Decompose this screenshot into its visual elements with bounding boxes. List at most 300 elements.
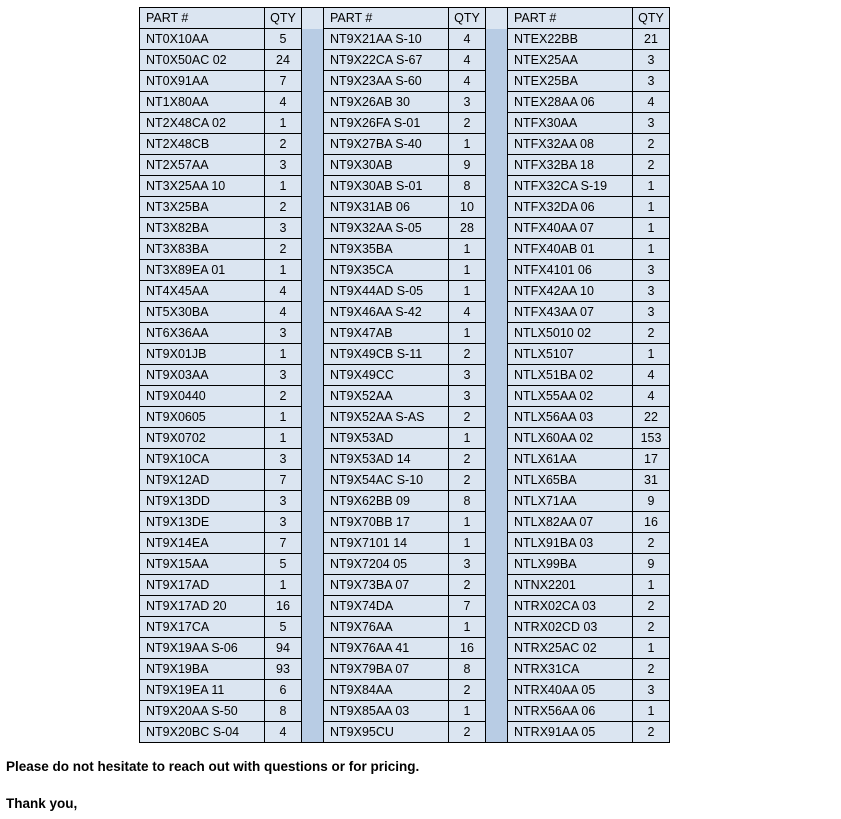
table-row — [140, 323, 670, 344]
part-number-cell: NT9X49CC — [324, 365, 449, 386]
column-gap — [302, 155, 324, 176]
part-number-cell: NTFX32BA 18 — [508, 155, 633, 176]
part-number-cell: NT9X20BC S-04 — [140, 722, 265, 743]
quantity-cell: 1 — [633, 344, 670, 365]
column-gap — [486, 302, 508, 323]
quantity-cell: 5 — [265, 617, 302, 638]
qty-header-col-3: QTY — [633, 8, 670, 29]
part-number-cell: NTLX60AA 02 — [508, 428, 633, 449]
part-number-cell: NTLX61AA — [508, 449, 633, 470]
part-number-cell: NT9X62BB 09 — [324, 491, 449, 512]
quantity-cell: 93 — [265, 659, 302, 680]
column-gap — [486, 491, 508, 512]
table-row — [140, 449, 670, 470]
quantity-cell: 1 — [633, 575, 670, 596]
part-number-cell: NTEX28AA 06 — [508, 92, 633, 113]
quantity-cell: 1 — [449, 323, 486, 344]
quantity-cell: 5 — [265, 29, 302, 50]
column-gap — [486, 260, 508, 281]
quantity-cell: 8 — [265, 701, 302, 722]
quantity-cell: 2 — [633, 722, 670, 743]
column-gap — [486, 617, 508, 638]
column-gap — [302, 218, 324, 239]
column-gap — [486, 344, 508, 365]
quantity-cell: 21 — [633, 29, 670, 50]
part-number-cell: NT9X19BA — [140, 659, 265, 680]
part-number-cell: NT2X48CB — [140, 134, 265, 155]
table-row — [140, 638, 670, 659]
part-number-cell: NT9X7101 14 — [324, 533, 449, 554]
sign-off: Thank you, — [6, 796, 78, 811]
quantity-cell: 4 — [265, 302, 302, 323]
quantity-cell: 6 — [265, 680, 302, 701]
quantity-cell: 1 — [265, 428, 302, 449]
quantity-cell: 4 — [265, 722, 302, 743]
part-number-cell: NT9X73BA 07 — [324, 575, 449, 596]
quantity-cell: 3 — [265, 323, 302, 344]
part-number-cell: NTRX31CA — [508, 659, 633, 680]
table-row — [140, 596, 670, 617]
part-number-cell: NT0X91AA — [140, 71, 265, 92]
quantity-cell: 2 — [449, 407, 486, 428]
table-row — [140, 29, 670, 50]
part-number-cell: NT9X22CA S-67 — [324, 50, 449, 71]
quantity-cell: 2 — [265, 386, 302, 407]
part-number-cell: NT9X12AD — [140, 470, 265, 491]
part-number-cell: NT9X20AA S-50 — [140, 701, 265, 722]
quantity-cell: 1 — [265, 407, 302, 428]
quantity-cell: 4 — [265, 92, 302, 113]
part-number-cell: NT9X76AA — [324, 617, 449, 638]
column-gap — [486, 596, 508, 617]
table-row — [140, 470, 670, 491]
table-row — [140, 512, 670, 533]
column-gap — [302, 176, 324, 197]
column-gap — [486, 113, 508, 134]
quantity-cell: 1 — [449, 134, 486, 155]
part-number-cell: NTFX32CA S-19 — [508, 176, 633, 197]
column-gap — [302, 554, 324, 575]
quantity-cell: 1 — [449, 533, 486, 554]
quantity-cell: 1 — [265, 176, 302, 197]
quantity-cell: 1 — [633, 176, 670, 197]
part-number-cell: NTFX40AB 01 — [508, 239, 633, 260]
column-gap — [486, 239, 508, 260]
part-number-cell: NT9X76AA 41 — [324, 638, 449, 659]
table-row — [140, 533, 670, 554]
column-gap — [302, 344, 324, 365]
column-gap — [302, 386, 324, 407]
quantity-cell: 3 — [633, 50, 670, 71]
part-header-col-2: PART # — [324, 8, 449, 29]
part-number-cell: NT9X01JB — [140, 344, 265, 365]
table-row — [140, 92, 670, 113]
part-number-cell: NTRX91AA 05 — [508, 722, 633, 743]
quantity-cell: 2 — [633, 617, 670, 638]
part-number-cell: NTFX43AA 07 — [508, 302, 633, 323]
column-gap — [302, 659, 324, 680]
quantity-cell: 3 — [265, 218, 302, 239]
part-number-cell: NT9X46AA S-42 — [324, 302, 449, 323]
quantity-cell: 9 — [633, 554, 670, 575]
quantity-cell: 2 — [265, 197, 302, 218]
part-number-cell: NTLX91BA 03 — [508, 533, 633, 554]
part-number-cell: NT3X25BA — [140, 197, 265, 218]
quantity-cell: 7 — [449, 596, 486, 617]
quantity-cell: 9 — [449, 155, 486, 176]
quantity-cell: 2 — [265, 134, 302, 155]
quantity-cell: 4 — [265, 281, 302, 302]
quantity-cell: 2 — [449, 470, 486, 491]
quantity-cell: 2 — [449, 113, 486, 134]
part-number-cell: NT2X48CA 02 — [140, 113, 265, 134]
quantity-cell: 2 — [449, 680, 486, 701]
part-number-cell: NT9X52AA — [324, 386, 449, 407]
table-row — [140, 197, 670, 218]
column-gap — [302, 323, 324, 344]
quantity-cell: 7 — [265, 71, 302, 92]
part-number-cell: NT9X13DD — [140, 491, 265, 512]
part-number-cell: NT9X17AD — [140, 575, 265, 596]
quantity-cell: 1 — [633, 638, 670, 659]
part-number-cell: NT0X50AC 02 — [140, 50, 265, 71]
quantity-cell: 28 — [449, 218, 486, 239]
column-gap — [486, 281, 508, 302]
quantity-cell: 16 — [265, 596, 302, 617]
quantity-cell: 2 — [633, 659, 670, 680]
part-number-cell: NT9X85AA 03 — [324, 701, 449, 722]
part-number-cell: NT9X32AA S-05 — [324, 218, 449, 239]
part-number-cell: NT4X45AA — [140, 281, 265, 302]
quantity-cell: 153 — [633, 428, 670, 449]
column-gap — [486, 176, 508, 197]
part-number-cell: NT9X74DA — [324, 596, 449, 617]
quantity-cell: 17 — [633, 449, 670, 470]
quantity-cell: 1 — [265, 260, 302, 281]
quantity-cell: 3 — [449, 386, 486, 407]
quantity-cell: 16 — [633, 512, 670, 533]
quantity-cell: 3 — [449, 554, 486, 575]
quantity-cell: 7 — [265, 470, 302, 491]
column-gap — [302, 638, 324, 659]
table-row — [140, 575, 670, 596]
part-number-cell: NT9X19AA S-06 — [140, 638, 265, 659]
part-number-cell: NT3X82BA — [140, 218, 265, 239]
column-gap — [486, 155, 508, 176]
column-gap — [302, 596, 324, 617]
part-number-cell: NTFX30AA — [508, 113, 633, 134]
part-number-cell: NTLX5010 02 — [508, 323, 633, 344]
part-number-cell: NT9X0605 — [140, 407, 265, 428]
column-gap — [486, 71, 508, 92]
quantity-cell: 4 — [449, 302, 486, 323]
column-gap — [302, 71, 324, 92]
quantity-cell: 2 — [449, 575, 486, 596]
part-number-cell: NT9X95CU — [324, 722, 449, 743]
part-number-cell: NT0X10AA — [140, 29, 265, 50]
part-number-cell: NT9X49CB S-11 — [324, 344, 449, 365]
part-number-cell: NT9X53AD — [324, 428, 449, 449]
table-row — [140, 155, 670, 176]
quantity-cell: 1 — [633, 701, 670, 722]
part-number-cell: NT9X0702 — [140, 428, 265, 449]
table-row — [140, 50, 670, 71]
column-gap — [302, 302, 324, 323]
column-gap — [302, 680, 324, 701]
quantity-cell: 2 — [633, 533, 670, 554]
part-number-cell: NTFX32DA 06 — [508, 197, 633, 218]
qty-header-col-1: QTY — [265, 8, 302, 29]
quantity-cell: 8 — [449, 659, 486, 680]
table-row — [140, 260, 670, 281]
quantity-cell: 1 — [633, 197, 670, 218]
part-header-col-1: PART # — [140, 8, 265, 29]
column-gap — [486, 701, 508, 722]
part-number-cell: NTRX02CA 03 — [508, 596, 633, 617]
table-row — [140, 365, 670, 386]
quantity-cell: 3 — [449, 365, 486, 386]
quantity-cell: 4 — [633, 386, 670, 407]
column-gap — [486, 680, 508, 701]
column-gap — [302, 617, 324, 638]
column-gap — [486, 428, 508, 449]
quantity-cell: 2 — [633, 134, 670, 155]
part-number-cell: NT9X27BA S-40 — [324, 134, 449, 155]
part-number-cell: NT9X19EA 11 — [140, 680, 265, 701]
quantity-cell: 2 — [633, 323, 670, 344]
part-number-cell: NTFX32AA 08 — [508, 134, 633, 155]
column-gap — [486, 218, 508, 239]
table-row — [140, 386, 670, 407]
part-number-cell: NT3X83BA — [140, 239, 265, 260]
column-gap — [486, 365, 508, 386]
part-header-col-3: PART # — [508, 8, 633, 29]
column-gap — [302, 533, 324, 554]
part-number-cell: NT9X30AB S-01 — [324, 176, 449, 197]
quantity-cell: 5 — [265, 554, 302, 575]
quantity-cell: 1 — [265, 575, 302, 596]
quantity-cell: 2 — [449, 722, 486, 743]
table-row — [140, 218, 670, 239]
column-gap — [302, 8, 324, 29]
part-number-cell: NT9X7204 05 — [324, 554, 449, 575]
column-gap — [486, 197, 508, 218]
part-number-cell: NTLX5107 — [508, 344, 633, 365]
part-number-cell: NT9X79BA 07 — [324, 659, 449, 680]
column-gap — [486, 92, 508, 113]
part-number-cell: NT3X89EA 01 — [140, 260, 265, 281]
column-gap — [486, 638, 508, 659]
column-gap — [302, 407, 324, 428]
column-gap — [486, 8, 508, 29]
quantity-cell: 4 — [449, 29, 486, 50]
quantity-cell: 1 — [633, 239, 670, 260]
column-gap — [302, 197, 324, 218]
quantity-cell: 9 — [633, 491, 670, 512]
column-gap — [302, 134, 324, 155]
column-gap — [486, 134, 508, 155]
parts-table-body — [140, 8, 670, 743]
column-gap — [302, 92, 324, 113]
quantity-cell: 1 — [449, 701, 486, 722]
table-row — [140, 407, 670, 428]
column-gap — [302, 29, 324, 50]
part-number-cell: NT9X26FA S-01 — [324, 113, 449, 134]
part-number-cell: NTFX40AA 07 — [508, 218, 633, 239]
part-number-cell: NTLX55AA 02 — [508, 386, 633, 407]
column-gap — [486, 575, 508, 596]
quantity-cell: 3 — [265, 449, 302, 470]
part-number-cell: NT9X35CA — [324, 260, 449, 281]
column-gap — [302, 428, 324, 449]
table-row — [140, 701, 670, 722]
part-number-cell: NT3X25AA 10 — [140, 176, 265, 197]
quantity-cell: 3 — [633, 71, 670, 92]
part-number-cell: NTLX51BA 02 — [508, 365, 633, 386]
quantity-cell: 24 — [265, 50, 302, 71]
part-number-cell: NT1X80AA — [140, 92, 265, 113]
quantity-cell: 4 — [449, 50, 486, 71]
quantity-cell: 1 — [449, 428, 486, 449]
table-row — [140, 71, 670, 92]
column-gap — [302, 113, 324, 134]
quantity-cell: 3 — [449, 92, 486, 113]
table-row — [140, 617, 670, 638]
table-header-row — [140, 8, 670, 29]
quantity-cell: 4 — [633, 365, 670, 386]
table-row — [140, 659, 670, 680]
column-gap — [486, 722, 508, 743]
part-number-cell: NT9X13DE — [140, 512, 265, 533]
closing-message: Please do not hesitate to reach out with questions or for pricing. — [6, 759, 420, 774]
quantity-cell: 3 — [633, 302, 670, 323]
quantity-cell: 10 — [449, 197, 486, 218]
column-gap — [302, 491, 324, 512]
quantity-cell: 3 — [633, 260, 670, 281]
part-number-cell: NT9X31AB 06 — [324, 197, 449, 218]
part-number-cell: NTRX02CD 03 — [508, 617, 633, 638]
table-row — [140, 428, 670, 449]
part-number-cell: NT9X47AB — [324, 323, 449, 344]
part-number-cell: NT9X54AC S-10 — [324, 470, 449, 491]
part-number-cell: NTLX56AA 03 — [508, 407, 633, 428]
column-gap — [486, 386, 508, 407]
quantity-cell: 1 — [449, 512, 486, 533]
part-number-cell: NTLX99BA — [508, 554, 633, 575]
column-gap — [486, 554, 508, 575]
part-number-cell: NTLX82AA 07 — [508, 512, 633, 533]
part-number-cell: NTLX71AA — [508, 491, 633, 512]
quantity-cell: 3 — [265, 365, 302, 386]
quantity-cell: 2 — [633, 155, 670, 176]
column-gap — [486, 659, 508, 680]
quantity-cell: 1 — [265, 113, 302, 134]
column-gap — [302, 470, 324, 491]
column-gap — [302, 260, 324, 281]
part-number-cell: NT9X70BB 17 — [324, 512, 449, 533]
column-gap — [302, 365, 324, 386]
quantity-cell: 94 — [265, 638, 302, 659]
table-row — [140, 491, 670, 512]
part-number-cell: NTRX40AA 05 — [508, 680, 633, 701]
quantity-cell: 1 — [633, 218, 670, 239]
quantity-cell: 3 — [633, 680, 670, 701]
quantity-cell: 3 — [633, 281, 670, 302]
part-number-cell: NT9X14EA — [140, 533, 265, 554]
column-gap — [302, 239, 324, 260]
table-row — [140, 239, 670, 260]
column-gap — [486, 470, 508, 491]
column-gap — [302, 449, 324, 470]
quantity-cell: 1 — [449, 239, 486, 260]
part-number-cell: NTRX56AA 06 — [508, 701, 633, 722]
table-row — [140, 680, 670, 701]
table-row — [140, 722, 670, 743]
column-gap — [486, 50, 508, 71]
table-row — [140, 176, 670, 197]
part-number-cell: NT9X15AA — [140, 554, 265, 575]
qty-header-col-2: QTY — [449, 8, 486, 29]
quantity-cell: 1 — [449, 281, 486, 302]
part-number-cell: NT9X30AB — [324, 155, 449, 176]
column-gap — [486, 29, 508, 50]
part-number-cell: NT9X10CA — [140, 449, 265, 470]
column-gap — [302, 50, 324, 71]
table-row — [140, 134, 670, 155]
column-gap — [486, 449, 508, 470]
quantity-cell: 22 — [633, 407, 670, 428]
quantity-cell: 8 — [449, 176, 486, 197]
quantity-cell: 4 — [449, 71, 486, 92]
quantity-cell: 1 — [265, 344, 302, 365]
column-gap — [302, 722, 324, 743]
table-row — [140, 344, 670, 365]
part-number-cell: NT6X36AA — [140, 323, 265, 344]
part-number-cell: NTFX4101 06 — [508, 260, 633, 281]
quantity-cell: 16 — [449, 638, 486, 659]
quantity-cell: 8 — [449, 491, 486, 512]
quantity-cell: 3 — [265, 155, 302, 176]
table-row — [140, 281, 670, 302]
column-gap — [486, 512, 508, 533]
quantity-cell: 3 — [265, 491, 302, 512]
quantity-cell: 2 — [449, 449, 486, 470]
part-number-cell: NT9X44AD S-05 — [324, 281, 449, 302]
quantity-cell: 1 — [449, 617, 486, 638]
part-number-cell: NT9X35BA — [324, 239, 449, 260]
column-gap — [486, 323, 508, 344]
quantity-cell: 7 — [265, 533, 302, 554]
part-number-cell: NT9X0440 — [140, 386, 265, 407]
quantity-cell: 31 — [633, 470, 670, 491]
part-number-cell: NT9X52AA S-AS — [324, 407, 449, 428]
quantity-cell: 1 — [449, 260, 486, 281]
part-number-cell: NT9X17AD 20 — [140, 596, 265, 617]
part-number-cell: NTEX25AA — [508, 50, 633, 71]
table-row — [140, 113, 670, 134]
part-number-cell: NT5X30BA — [140, 302, 265, 323]
column-gap — [302, 575, 324, 596]
part-number-cell: NT9X17CA — [140, 617, 265, 638]
part-number-cell: NT9X53AD 14 — [324, 449, 449, 470]
part-number-cell: NTRX25AC 02 — [508, 638, 633, 659]
part-number-cell: NT9X26AB 30 — [324, 92, 449, 113]
column-gap — [486, 407, 508, 428]
part-number-cell: NTNX2201 — [508, 575, 633, 596]
quantity-cell: 3 — [265, 512, 302, 533]
part-number-cell: NT9X03AA — [140, 365, 265, 386]
quantity-cell: 3 — [633, 113, 670, 134]
